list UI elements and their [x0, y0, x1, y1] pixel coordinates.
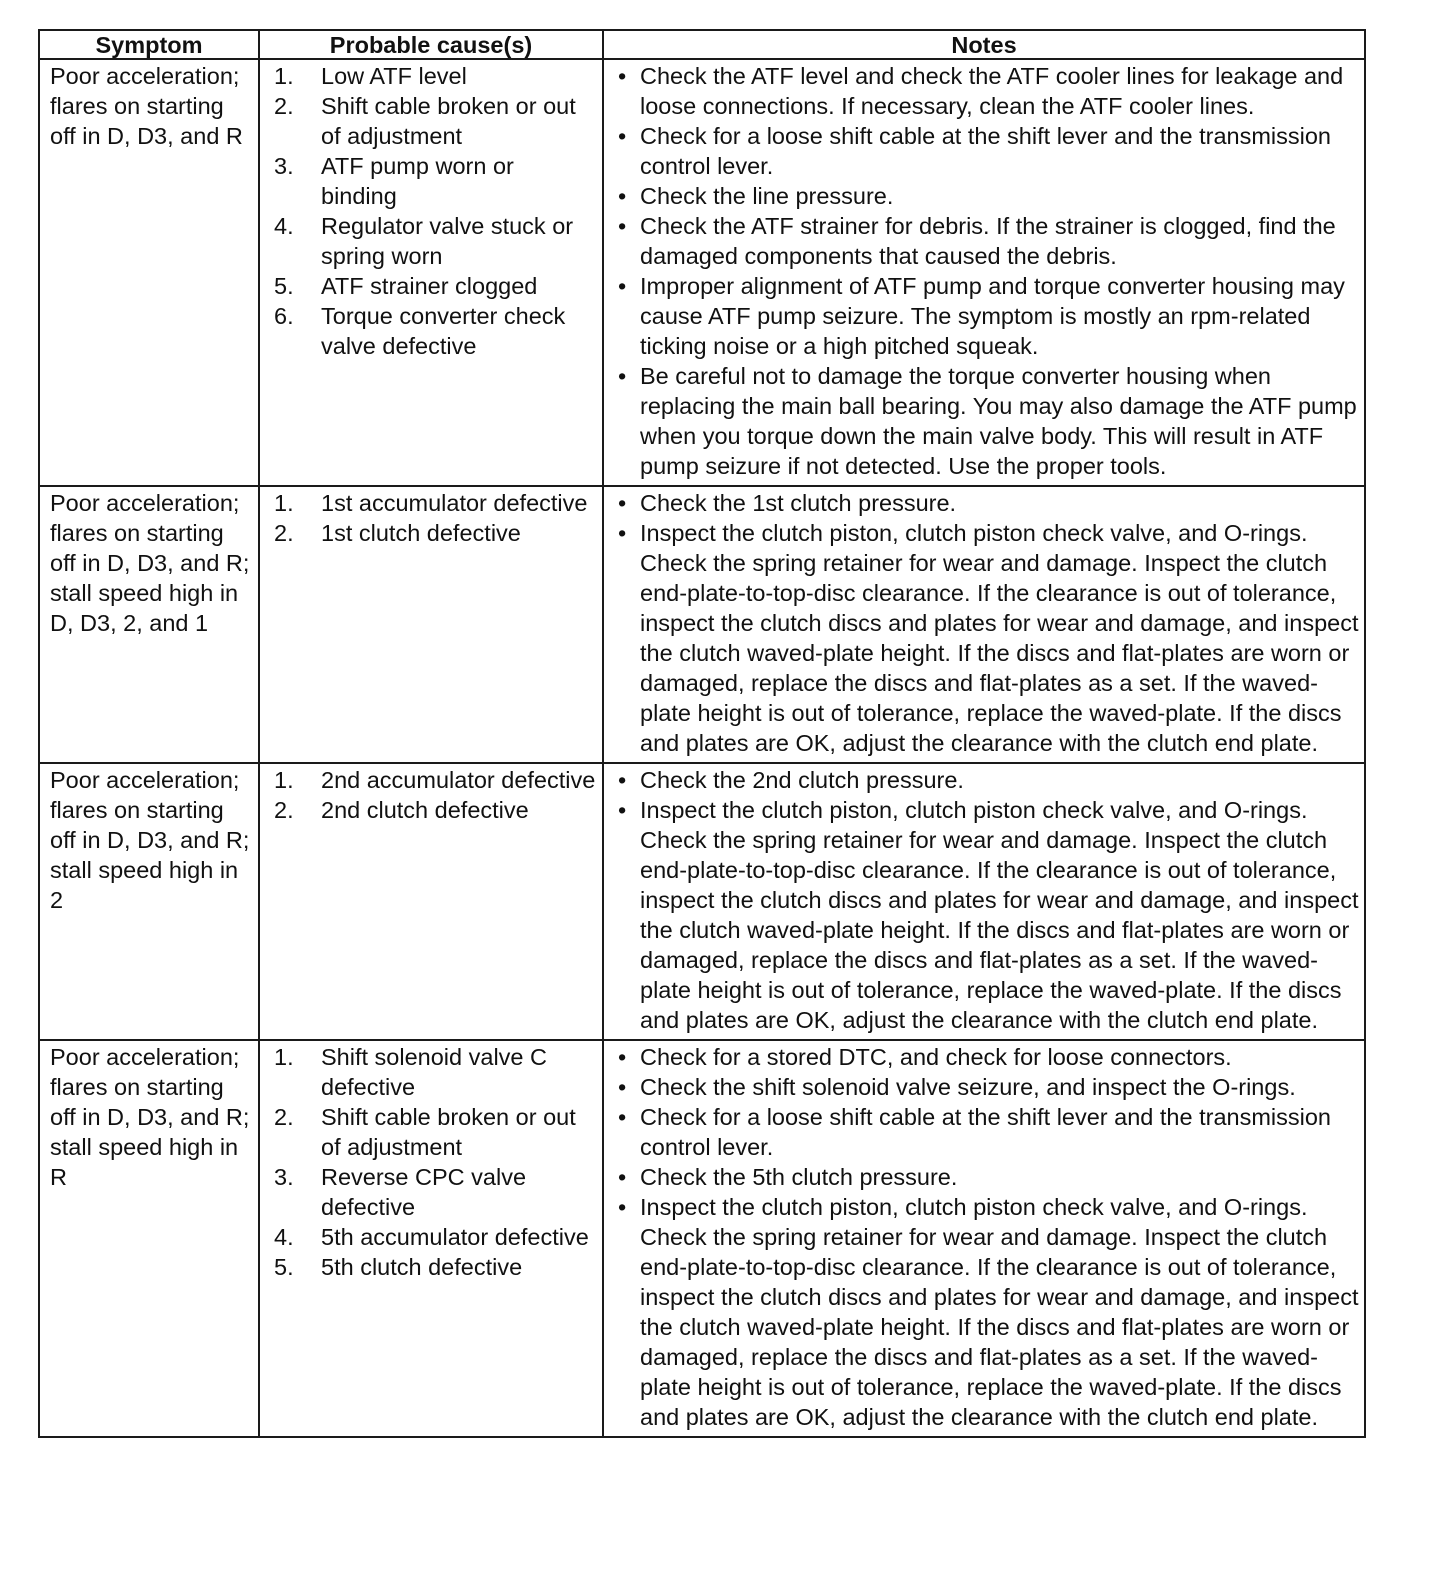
note-text: Check for a stored DTC, and check for loose connectors. [640, 1044, 1232, 1070]
note-item [618, 61, 1360, 121]
header-row [39, 30, 1365, 59]
note-item [618, 361, 1360, 481]
note-text: Inspect the clutch piston, clutch piston check valve, and O-rings. Check the spring retainer for wear and damage. Inspect the clutch end-plate-to-top-disc clearance. If the clearance is out of tolerance, inspect the clutch discs and plates for wear and damage, and inspect the clutch waved-plate height. If the discs and flat-plates are worn or damaged, replace the discs and flat-plates as a set. If the waved-plate height is out of tolerance, replace the waved-plate. If the discs and plates are OK, adjust the clearance with the clutch end plate. [640, 797, 1359, 1033]
cause-item [274, 1102, 596, 1162]
causes-list [274, 61, 596, 361]
symptom-cell: Poor acceleration; flares on starting off in D, D3, and R; stall speed high in D, D3, 2, and 1 [39, 486, 259, 763]
cause-text: 5th accumulator defective [321, 1224, 589, 1250]
troubleshooting-table [38, 29, 1366, 1438]
notes-cell [603, 59, 1365, 486]
table-row [39, 1040, 1365, 1437]
bullet-icon: • [618, 123, 627, 149]
notes-cell [603, 486, 1365, 763]
cause-number: 2. [274, 93, 294, 119]
cause-text: 5th clutch defective [321, 1254, 523, 1280]
note-item [618, 1042, 1360, 1072]
cause-item [274, 61, 596, 91]
note-item [618, 211, 1360, 271]
note-text: Check the 2nd clutch pressure. [640, 767, 964, 793]
note-item [618, 1162, 1360, 1192]
table-header [39, 30, 1365, 59]
cause-number: 1. [274, 767, 294, 793]
header-probable-causes: Probable cause(s) [259, 30, 603, 59]
notes-list [618, 61, 1360, 481]
notes-cell [603, 763, 1365, 1040]
cause-item [274, 765, 596, 795]
cause-item [274, 518, 596, 548]
bullet-icon: • [618, 1044, 627, 1070]
bullet-icon: • [618, 363, 627, 389]
bullet-icon: • [618, 213, 627, 239]
note-item [618, 765, 1360, 795]
cause-number: 5. [274, 273, 294, 299]
bullet-icon: • [618, 1164, 627, 1190]
note-text: Inspect the clutch piston, clutch piston check valve, and O-rings. Check the spring retainer for wear and damage. Inspect the clutch end-plate-to-top-disc clearance. If the clearance is out of tolerance, inspect the clutch discs and plates for wear and damage, and inspect the clutch waved-plate height. If the discs and flat-plates are worn or damaged, replace the discs and flat-plates as a set. If the waved-plate height is out of tolerance, replace the waved-plate. If the discs and plates are OK, adjust the clearance with the clutch end plate. [640, 1194, 1359, 1430]
note-text: Check the ATF level and check the ATF cooler lines for leakage and loose connections. If necessary, clean the ATF cooler lines. [640, 63, 1344, 119]
note-text: Check the ATF strainer for debris. If the strainer is clogged, find the damaged components that caused the debris. [640, 213, 1336, 269]
bullet-icon: • [618, 767, 627, 793]
cause-number: 1. [274, 63, 294, 89]
note-item [618, 1192, 1360, 1432]
cause-text: 2nd clutch defective [321, 797, 529, 823]
causes-list [274, 488, 596, 548]
bullet-icon: • [618, 1104, 627, 1130]
note-item [618, 121, 1360, 181]
note-text: Check the 5th clutch pressure. [640, 1164, 958, 1190]
causes-cell [259, 486, 603, 763]
bullet-icon: • [618, 1074, 627, 1100]
table-row [39, 59, 1365, 486]
cause-item [274, 1162, 596, 1222]
cause-text: Reverse CPC valve defective [321, 1164, 527, 1220]
cause-number: 1. [274, 1044, 294, 1070]
cause-item [274, 488, 596, 518]
symptom-cell: Poor acceleration; flares on starting off in D, D3, and R [39, 59, 259, 486]
cause-number: 4. [274, 1224, 294, 1250]
note-item [618, 488, 1360, 518]
note-item [618, 1072, 1360, 1102]
symptom-cell: Poor acceleration; flares on starting off in D, D3, and R; stall speed high in R [39, 1040, 259, 1437]
cause-text: Low ATF level [321, 63, 467, 89]
note-text: Inspect the clutch piston, clutch piston check valve, and O-rings. Check the spring retainer for wear and damage. Inspect the clutch end-plate-to-top-disc clearance. If the clearance is out of tolerance, inspect the clutch discs and plates for wear and damage, and inspect the clutch waved-plate height. If the discs and flat-plates are worn or damaged, replace the discs and flat-plates as a set. If the waved-plate height is out of tolerance, replace the waved-plate. If the discs and plates are OK, adjust the clearance with the clutch end plate. [640, 520, 1359, 756]
note-item [618, 271, 1360, 361]
bullet-icon: • [618, 273, 627, 299]
header-notes: Notes [603, 30, 1365, 59]
cause-item [274, 301, 596, 361]
bullet-icon: • [618, 1194, 627, 1220]
note-text: Check the shift solenoid valve seizure, and inspect the O-rings. [640, 1074, 1296, 1100]
cause-text: 1st accumulator defective [321, 490, 588, 516]
note-text: Check for a loose shift cable at the shift lever and the transmission control lever. [640, 1104, 1331, 1160]
cause-text: 2nd accumulator defective [321, 767, 596, 793]
causes-list [274, 1042, 596, 1282]
cause-number: 2. [274, 520, 294, 546]
note-text: Improper alignment of ATF pump and torque converter housing may cause ATF pump seizure. The symptom is mostly an rpm-related ticking noise or a high pitched squeak. [640, 273, 1345, 359]
header-symptom: Symptom [39, 30, 259, 59]
note-item [618, 181, 1360, 211]
cause-number: 5. [274, 1254, 294, 1280]
table-body [39, 59, 1365, 1437]
bullet-icon: • [618, 183, 627, 209]
bullet-icon: • [618, 63, 627, 89]
cause-number: 1. [274, 490, 294, 516]
table-row [39, 763, 1365, 1040]
causes-cell [259, 1040, 603, 1437]
cause-item [274, 1252, 596, 1282]
causes-list [274, 765, 596, 825]
cause-item [274, 91, 596, 151]
cause-number: 6. [274, 303, 294, 329]
note-text: Check for a loose shift cable at the shift lever and the transmission control lever. [640, 123, 1331, 179]
notes-list [618, 765, 1360, 1035]
cause-item [274, 1042, 596, 1102]
cause-text: Regulator valve stuck or spring worn [321, 213, 574, 269]
causes-cell [259, 59, 603, 486]
note-item [618, 795, 1360, 1035]
note-item [618, 1102, 1360, 1162]
cause-text: Torque converter check valve defective [321, 303, 566, 359]
cause-text: ATF strainer clogged [321, 273, 538, 299]
bullet-icon: • [618, 797, 627, 823]
notes-list [618, 1042, 1360, 1432]
cause-number: 3. [274, 1164, 294, 1190]
note-item [618, 518, 1360, 758]
cause-item [274, 211, 596, 271]
notes-list [618, 488, 1360, 758]
bullet-icon: • [618, 490, 627, 516]
cause-text: 1st clutch defective [321, 520, 521, 546]
note-text: Check the line pressure. [640, 183, 894, 209]
cause-item [274, 271, 596, 301]
note-text: Check the 1st clutch pressure. [640, 490, 957, 516]
cause-number: 4. [274, 213, 294, 239]
bullet-icon: • [618, 520, 627, 546]
cause-item [274, 795, 596, 825]
cause-number: 2. [274, 1104, 294, 1130]
cause-item [274, 151, 596, 211]
note-text: Be careful not to damage the torque converter housing when replacing the main ball bearing. You may also damage the ATF pump when you torque down the main valve body. This will result in ATF pump seizure if not detected. Use the proper tools. [640, 363, 1357, 479]
cause-text: Shift solenoid valve C defective [321, 1044, 547, 1100]
cause-text: ATF pump worn or binding [321, 153, 514, 209]
symptom-cell: Poor acceleration; flares on starting off in D, D3, and R; stall speed high in 2 [39, 763, 259, 1040]
cause-item [274, 1222, 596, 1252]
cause-number: 3. [274, 153, 294, 179]
causes-cell [259, 763, 603, 1040]
table-row [39, 486, 1365, 763]
cause-number: 2. [274, 797, 294, 823]
notes-cell [603, 1040, 1365, 1437]
cause-text: Shift cable broken or out of adjustment [321, 1104, 576, 1160]
cause-text: Shift cable broken or out of adjustment [321, 93, 576, 149]
